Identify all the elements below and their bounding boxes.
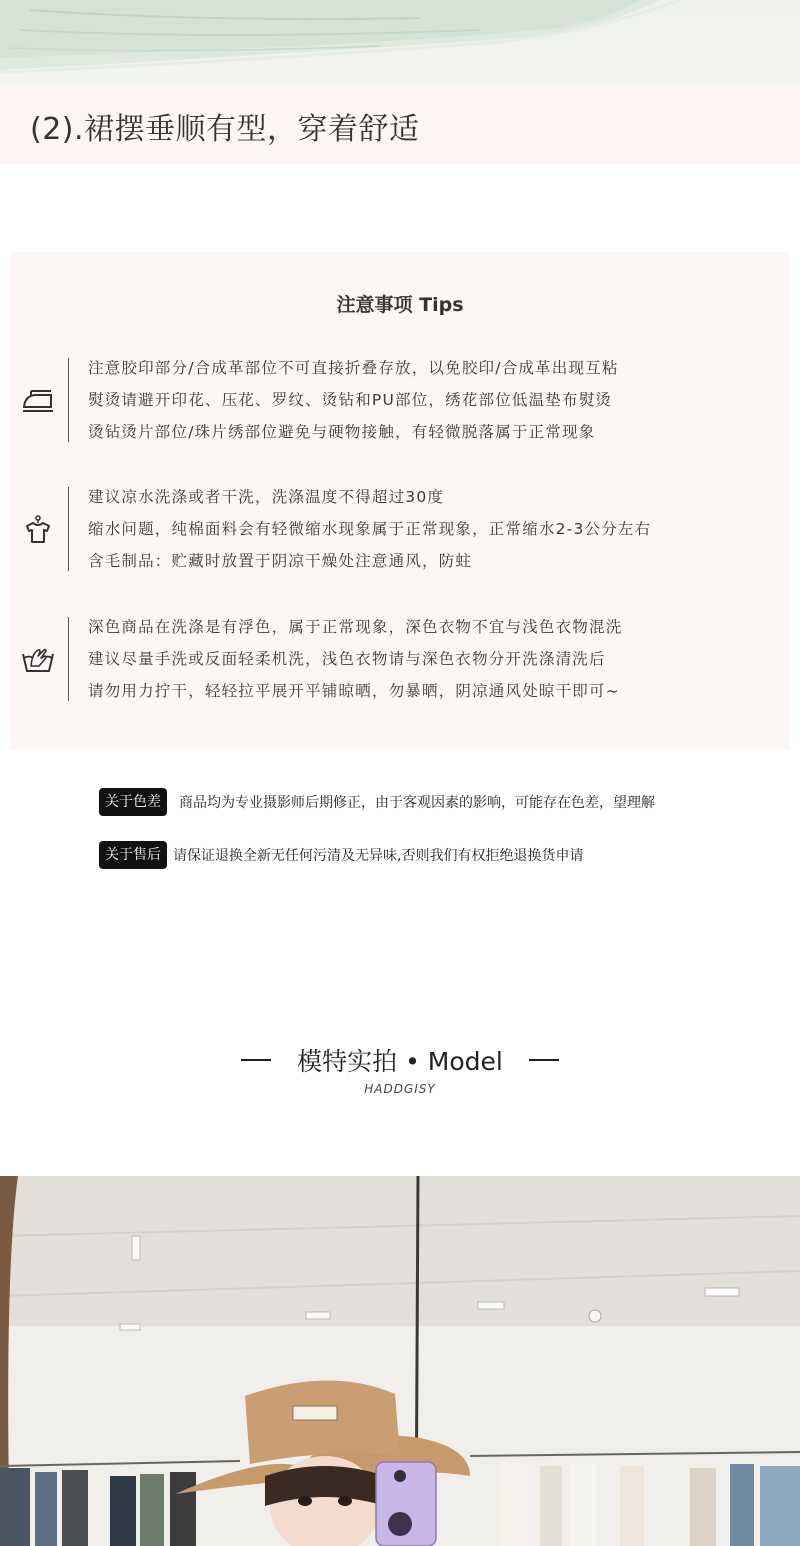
tip-divider <box>68 617 69 701</box>
tip-line: 注意胶印部分/合成革部位不可直接折叠存放，以免胶印/合成革出现互粘 <box>88 359 619 377</box>
dash-right <box>529 1059 559 1061</box>
hand-wash-icon <box>18 639 58 679</box>
caption-band <box>0 84 800 164</box>
notice-badge: 关于售后 <box>99 841 167 869</box>
tip-line: 请勿用力拧干，轻轻拉平展开平铺晾晒，勿暴晒，阴凉通风处晾干即可~ <box>88 682 620 700</box>
iron-icon <box>18 380 58 420</box>
tip-line: 建议凉水洗涤或者干洗，洗涤温度不得超过30度 <box>88 488 445 506</box>
tip-lines <box>88 352 619 448</box>
tips-card <box>10 252 790 750</box>
section-title: 模特实拍 • Model <box>297 1047 503 1076</box>
tip-divider <box>68 487 69 571</box>
tip-group-washing <box>10 481 790 577</box>
section-subtitle: HADDGISY <box>364 1082 436 1096</box>
tip-divider <box>68 358 69 442</box>
tip-lines <box>88 611 622 707</box>
model-section-heading <box>0 1042 800 1096</box>
tip-line: 深色商品在洗涤是有浮色，属于正常现象，深色衣物不宜与浅色衣物混洗 <box>88 618 623 636</box>
tip-group-care <box>10 611 790 707</box>
notice-badge: 关于色差 <box>99 788 167 816</box>
tip-line: 含毛制品：贮藏时放置于阴凉干燥处注意通风，防蛀 <box>88 552 473 570</box>
tip-line: 烫钻烫片部位/珠片绣部位避免与硬物接触，有轻微脱落属于正常现象 <box>88 423 596 441</box>
tips-title: 注意事项 Tips <box>336 294 464 316</box>
dash-left <box>241 1059 271 1061</box>
fabric-photo <box>0 0 800 84</box>
notice-color-difference <box>99 787 655 817</box>
caption-text: (2).裙摆垂顺有型，穿着舒适 <box>30 112 420 147</box>
model-photo <box>0 1176 800 1546</box>
tip-line: 熨烫请避开印花、压花、罗纹、烫钻和PU部位，绣花部位低温垫布熨烫 <box>88 391 613 409</box>
tip-line: 建议尽量手洗或反面轻柔机洗，浅色衣物请与深色衣物分开洗涤清洗后 <box>88 650 606 668</box>
notice-text: 商品均为专业摄影师后期修正，由于客观因素的影响，可能存在色差，望理解 <box>179 795 655 811</box>
notice-text: 请保证退换全新无任何污清及无异味,否则我们有权拒绝退换货申请 <box>173 848 584 864</box>
section-title-row <box>0 1042 800 1078</box>
notice-after-sales <box>99 840 583 870</box>
tip-lines <box>88 481 651 577</box>
tip-line: 缩水问题，纯棉面料会有轻微缩水现象属于正常现象，正常缩水2-3公分左右 <box>88 520 652 538</box>
shirt-hanger-icon <box>18 509 58 549</box>
tip-group-ironing <box>10 352 790 448</box>
